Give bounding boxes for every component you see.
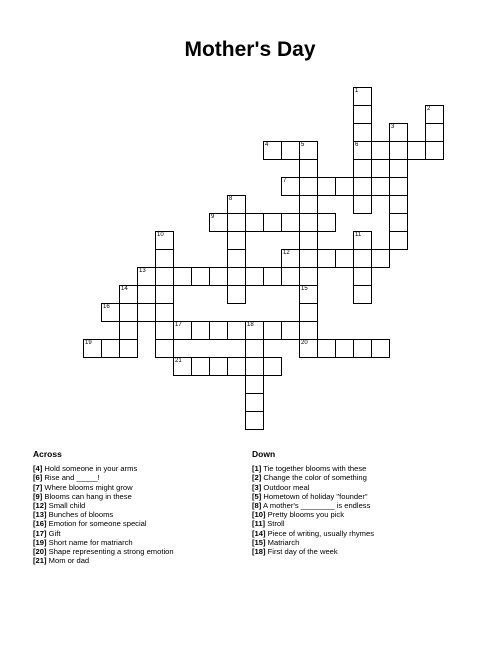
grid-cell[interactable] [389, 159, 408, 178]
grid-cell[interactable] [263, 267, 282, 286]
cell-number: 21 [175, 358, 182, 364]
grid-cell[interactable] [119, 321, 138, 340]
grid-cell[interactable] [155, 267, 174, 286]
grid-cell[interactable] [335, 177, 354, 196]
down-clue [252, 492, 452, 501]
grid-cell[interactable] [299, 303, 318, 322]
grid-cell[interactable] [299, 267, 318, 286]
grid-cell[interactable] [389, 123, 408, 142]
cell-number: 1 [355, 88, 359, 94]
cell-number: 19 [85, 340, 92, 346]
grid-cell[interactable] [137, 303, 156, 322]
grid-cell[interactable] [371, 177, 390, 196]
grid-cell[interactable] [353, 177, 372, 196]
clue-text: Matriarch [267, 537, 300, 547]
clue-text: Short name for matriarch [48, 537, 133, 547]
across-clue [33, 510, 233, 519]
clue-number: [14] [252, 528, 266, 538]
clue-number: [3] [252, 482, 262, 492]
across-clue [33, 556, 233, 565]
grid-cell[interactable] [155, 339, 174, 358]
cell-number: 3 [391, 124, 395, 130]
clue-number: [17] [33, 528, 47, 538]
grid-cell[interactable] [263, 141, 282, 160]
grid-cell[interactable] [389, 213, 408, 232]
clue-text: Emotion for someone special [48, 519, 147, 529]
down-clue [252, 464, 452, 473]
grid-cell[interactable] [353, 159, 372, 178]
grid-cell[interactable] [353, 105, 372, 124]
cell-number: 2 [427, 106, 431, 112]
grid-cell[interactable] [245, 393, 264, 412]
clue-text: Shape representing a strong emotion [48, 547, 174, 557]
grid-cell[interactable] [209, 267, 228, 286]
grid-cell[interactable] [299, 285, 318, 304]
clue-text: Change the color of something [263, 473, 367, 483]
clue-text: A mother's ________ is endless [262, 501, 371, 511]
grid-cell[interactable] [227, 195, 246, 214]
grid-cell[interactable] [353, 267, 372, 286]
clue-number: [12] [33, 501, 47, 511]
clue-number: [4] [33, 464, 43, 474]
cell-number: 5 [301, 142, 305, 148]
across-clue [33, 538, 233, 547]
grid-cell[interactable] [227, 213, 246, 232]
grid-cell[interactable] [227, 267, 246, 286]
grid-cell[interactable] [101, 303, 120, 322]
across-clue [33, 519, 233, 528]
across-clue [33, 483, 233, 492]
clue-number: [20] [33, 547, 47, 557]
grid-cell[interactable] [155, 231, 174, 250]
across-clue [33, 529, 233, 538]
grid-cell[interactable] [155, 303, 174, 322]
grid-cell[interactable] [317, 339, 336, 358]
clue-text: Small child [48, 501, 86, 511]
grid-cell[interactable] [227, 357, 246, 376]
grid-cell[interactable] [155, 249, 174, 268]
cell-number: 17 [175, 322, 182, 328]
grid-cell[interactable] [353, 141, 372, 160]
clue-text: First day of the week [267, 547, 338, 557]
clue-number: [7] [33, 482, 43, 492]
grid-cell[interactable] [245, 339, 264, 358]
grid-cell[interactable] [137, 267, 156, 286]
grid-cell[interactable] [245, 375, 264, 394]
cell-number: 12 [283, 250, 290, 256]
down-clue [252, 501, 452, 510]
grid-cell[interactable] [227, 249, 246, 268]
grid-cell[interactable] [299, 339, 318, 358]
cell-number: 9 [211, 214, 215, 220]
grid-cell[interactable] [299, 231, 318, 250]
clue-number: [18] [252, 547, 266, 557]
grid-cell[interactable] [191, 321, 210, 340]
grid-cell[interactable] [335, 339, 354, 358]
cell-number: 16 [103, 304, 110, 310]
grid-cell[interactable] [227, 285, 246, 304]
cell-number: 13 [139, 268, 146, 274]
grid-cell[interactable] [155, 285, 174, 304]
down-clue [252, 473, 452, 482]
across-heading: Across [33, 449, 62, 459]
grid-cell[interactable] [389, 231, 408, 250]
puzzle-title: Mother's Day [184, 38, 316, 61]
grid-cell[interactable] [173, 321, 192, 340]
grid-cell[interactable] [317, 177, 336, 196]
grid-cell[interactable] [299, 249, 318, 268]
clue-text: Piece of writing, usually rhymes [267, 528, 374, 538]
grid-cell[interactable] [173, 357, 192, 376]
grid-cell[interactable] [371, 339, 390, 358]
grid-cell[interactable] [317, 249, 336, 268]
grid-cell[interactable] [407, 141, 426, 160]
grid-cell[interactable] [119, 303, 138, 322]
grid-cell[interactable] [245, 411, 264, 430]
clue-text: Hometown of holiday "founder" [263, 491, 368, 501]
grid-cell[interactable] [209, 321, 228, 340]
cell-number: 18 [247, 322, 254, 328]
clue-number: [6] [33, 473, 43, 483]
grid-cell[interactable] [389, 195, 408, 214]
grid-cell[interactable] [353, 87, 372, 106]
clue-number: [21] [33, 556, 47, 566]
clue-number: [11] [252, 519, 266, 529]
grid-cell[interactable] [353, 231, 372, 250]
across-clue [33, 473, 233, 482]
grid-cell[interactable] [101, 339, 120, 358]
grid-cell[interactable] [353, 249, 372, 268]
clue-number: [15] [252, 537, 266, 547]
grid-cell[interactable] [209, 357, 228, 376]
down-clue [252, 538, 452, 547]
across-clue [33, 464, 233, 473]
grid-cell[interactable] [281, 249, 300, 268]
clue-text: Rise and _____! [44, 473, 100, 483]
clue-text: Blooms can hang in these [44, 491, 132, 501]
grid-cell[interactable] [389, 177, 408, 196]
clue-text: Gift [48, 528, 61, 538]
cell-number: 7 [283, 178, 287, 184]
clue-number: [13] [33, 510, 47, 520]
grid-cell[interactable] [209, 213, 228, 232]
grid-cell[interactable] [191, 357, 210, 376]
cell-number: 20 [301, 340, 308, 346]
grid-cell[interactable] [245, 213, 264, 232]
clue-text: Hold someone in your arms [44, 464, 138, 474]
grid-cell[interactable] [281, 321, 300, 340]
clue-number: [10] [252, 510, 266, 520]
clue-text: Where blooms might grow [44, 482, 133, 492]
grid-cell[interactable] [371, 141, 390, 160]
down-clue [252, 519, 452, 528]
grid-cell[interactable] [353, 285, 372, 304]
clue-text: Bunches of blooms [48, 510, 114, 520]
grid-cell[interactable] [281, 267, 300, 286]
grid-cell[interactable] [389, 141, 408, 160]
grid-cell[interactable] [353, 123, 372, 142]
grid-cell[interactable] [227, 321, 246, 340]
grid-cell[interactable] [173, 267, 192, 286]
cell-number: 8 [229, 196, 233, 202]
clue-number: [16] [33, 519, 47, 529]
across-clues [33, 450, 233, 565]
grid-cell[interactable] [299, 213, 318, 232]
grid-cell[interactable] [425, 123, 444, 142]
grid-cell[interactable] [317, 213, 336, 232]
grid-cell[interactable] [335, 249, 354, 268]
grid-cell[interactable] [119, 285, 138, 304]
grid-cell[interactable] [263, 321, 282, 340]
cell-number: 10 [157, 232, 164, 238]
grid-cell[interactable] [245, 267, 264, 286]
grid-cell[interactable] [281, 213, 300, 232]
clue-text: Tie together blooms with these [263, 464, 367, 474]
down-clue [252, 510, 452, 519]
grid-cell[interactable] [371, 249, 390, 268]
grid-cell[interactable] [245, 321, 264, 340]
clue-number: [9] [33, 491, 43, 501]
clue-text: Outdoor meal [263, 482, 310, 492]
grid-cell[interactable] [353, 195, 372, 214]
clue-text: Stroll [267, 519, 285, 529]
grid-cell[interactable] [425, 141, 444, 160]
grid-cell[interactable] [299, 195, 318, 214]
grid-cell[interactable] [263, 213, 282, 232]
grid-cell[interactable] [299, 321, 318, 340]
clue-text: Pretty blooms you pick [267, 510, 345, 520]
cell-number: 6 [355, 142, 359, 148]
grid-cell[interactable] [299, 159, 318, 178]
down-clue [252, 529, 452, 538]
across-clue [33, 501, 233, 510]
grid-cell[interactable] [299, 177, 318, 196]
down-clue [252, 547, 452, 556]
grid-cell[interactable] [281, 141, 300, 160]
grid-cell[interactable] [83, 339, 102, 358]
grid-cell[interactable] [119, 339, 138, 358]
clue-number: [5] [252, 491, 262, 501]
cell-number: 14 [121, 286, 128, 292]
grid-cell[interactable] [227, 231, 246, 250]
grid-cell[interactable] [425, 105, 444, 124]
clue-number: [1] [252, 464, 262, 474]
clue-number: [8] [252, 501, 262, 511]
down-clues [252, 450, 452, 556]
clue-number: [19] [33, 537, 47, 547]
across-clue [33, 492, 233, 501]
grid-cell[interactable] [299, 141, 318, 160]
grid-cell[interactable] [155, 321, 174, 340]
grid-cell[interactable] [245, 357, 264, 376]
grid-cell[interactable] [263, 357, 282, 376]
down-clue [252, 483, 452, 492]
grid-cell[interactable] [281, 177, 300, 196]
down-heading: Down [252, 449, 276, 459]
cell-number: 4 [265, 142, 269, 148]
cell-number: 15 [301, 286, 308, 292]
across-clue [33, 547, 233, 556]
grid-cell[interactable] [191, 267, 210, 286]
clue-text: Mom or dad [48, 556, 90, 566]
clue-number: [2] [252, 473, 262, 483]
cell-number: 11 [355, 232, 362, 238]
grid-cell[interactable] [353, 339, 372, 358]
